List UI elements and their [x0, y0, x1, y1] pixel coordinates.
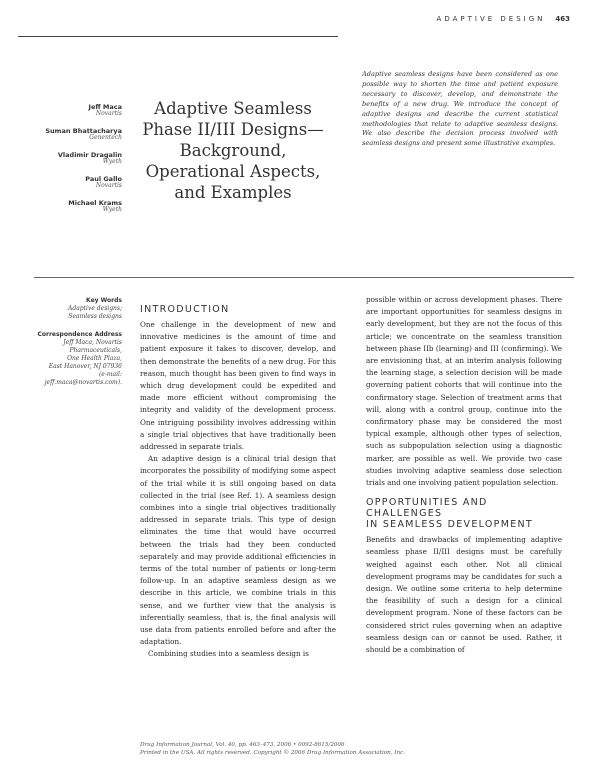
correspondence-line: jeff.maca@novartis.com).	[44, 379, 122, 386]
correspondence-line: Pharmaceuticals,	[69, 347, 122, 354]
author	[38, 152, 122, 165]
author-name: Vladimir Dragalin	[57, 151, 122, 160]
author-name: Paul Gallo	[85, 175, 122, 184]
title-line: Adaptive Seamless	[154, 99, 312, 118]
author-affiliation: Wyeth	[102, 158, 122, 166]
article-title	[140, 98, 326, 203]
author-affiliation: Genentech	[89, 133, 122, 141]
body-column-left	[140, 304, 336, 661]
author	[38, 200, 122, 213]
author	[38, 176, 122, 189]
author-affiliation: Novartis	[95, 109, 122, 117]
section-heading-opportunities	[366, 497, 562, 530]
correspondence-label: Correspondence Address	[37, 331, 122, 338]
page-number: 463	[555, 15, 570, 23]
author-affiliation: Wyeth	[102, 206, 122, 214]
heading-line: OPPORTUNITIES AND CHALLENGES	[366, 497, 488, 520]
body-column-right	[366, 294, 562, 656]
author-name: Suman Bhattacharya	[45, 127, 122, 136]
top-divider	[18, 36, 338, 37]
heading-line: IN SEAMLESS DEVELOPMENT	[366, 519, 534, 531]
paragraph: Combining studies into a seamless design is	[148, 649, 309, 659]
paragraph: One challenge in the development of new and innovative medicines is the amount of time and patient exposure it takes to discover, develop, and then demonstrate the benefits of a new drug. For this reason, much thought has been given to find ways in which drug development could be expedited and made more efficient without compromising the integrity and validity of the development process. One intriguing possibility involves addressing within a single trial objectives that have traditionally been addressed in separate trials.	[140, 320, 336, 452]
paragraph: possible within or across development phases. There are important opportunities for seamless designs in early development, but they are not the focus of this article; we concentrate on the seamless transition between phase IIb (learning) and III (confirming). We are envisioning that, at an interim analysis following the learning stage, a selection decision will be made governing patient cohorts that will continue into the confirmatory stage. Selection of treatment arms that will, along with a control group, continue into the confirmatory phase may be considered the most typical example, although other types of selection, such as subpopulation selection using a diagnostic marker, are possible as well. We provide two case studies involving adaptive seamless dose selection trials and one involving patient population selection.	[366, 295, 562, 488]
title-line: Phase II/III Designs—	[142, 120, 324, 139]
author-list	[38, 104, 122, 225]
correspondence-line: East Hanover, NJ 07936	[48, 363, 122, 370]
author-name: Michael Krams	[68, 199, 122, 208]
section-divider	[34, 277, 574, 278]
footer-line: Printed in the USA. All rights reserved. Copyright © 2006 Drug Information Association, Inc.	[140, 749, 405, 756]
abstract: Adaptive seamless designs have been considered as one possible way to shorten the time and patient exposure necessary to discover, develop, and demonstrate the benefits of a new drug. We introduce the concept of adaptive designs and describe the current statistical methodologies that relate to adaptive seamless designs. We also describe the decision process involved with seamless designs and present some illustrative examples.	[362, 70, 558, 148]
journal-label: ADAPTIVE DESIGN	[436, 15, 546, 23]
keywords-label: Key Words	[86, 297, 122, 304]
author	[38, 104, 122, 117]
paragraph: Benefits and drawbacks of implementing adaptive seamless phase II/III designs must be carefully weighed against each other. Not all clinical development programs may be candidates for such a design. We outline some criteria to help determine the feasibility of such a design for a clinical development program. None of these factors can be considered strict rules governing when an adaptive seamless design can or cannot be used. Rather, it should be a combination of	[366, 535, 562, 655]
correspondence-line: One Health Plaza,	[67, 355, 122, 362]
keyword: Seamless designs	[68, 313, 122, 320]
correspondence-line: Jeff Maca, Novartis	[63, 339, 122, 346]
paragraph: An adaptive design is a clinical trial design that incorporates the possibility of modifying some aspect of the trial while it is still ongoing based on data collected in the trial (see Ref. 1). A seamless design combines into a single trial objectives traditionally addressed in separate trials. This type of design eliminates the time that would have occurred between the trials had they been conducted separately and may provide additional efficiencies in terms of the total number of patients or long-term follow-up. In an adaptive seamless design as we describe in this article, we combine trials in this sense, and we further view that the analysis is inferentially seamless, that is, the final analysis will use data from patients enrolled before and after the adaptation.	[140, 454, 336, 647]
footer-citation	[140, 742, 405, 757]
title-line: Background,	[179, 141, 287, 160]
title-line: and Examples	[174, 183, 292, 202]
title-line: Operational Aspects,	[145, 162, 321, 181]
author-name: Jeff Maca	[88, 103, 122, 111]
correspondence-line: (e-mail:	[98, 371, 122, 378]
author	[38, 128, 122, 141]
keyword: Adaptive designs;	[68, 305, 122, 312]
section-heading-introduction: INTRODUCTION	[140, 304, 230, 315]
sidebar-notes	[30, 297, 122, 387]
running-header	[437, 15, 570, 23]
footer-line: Drug Information Journal, Vol. 40, pp. 463–473, 2006 • 0092-8615/2006	[140, 742, 345, 748]
author-affiliation: Novartis	[95, 182, 122, 190]
